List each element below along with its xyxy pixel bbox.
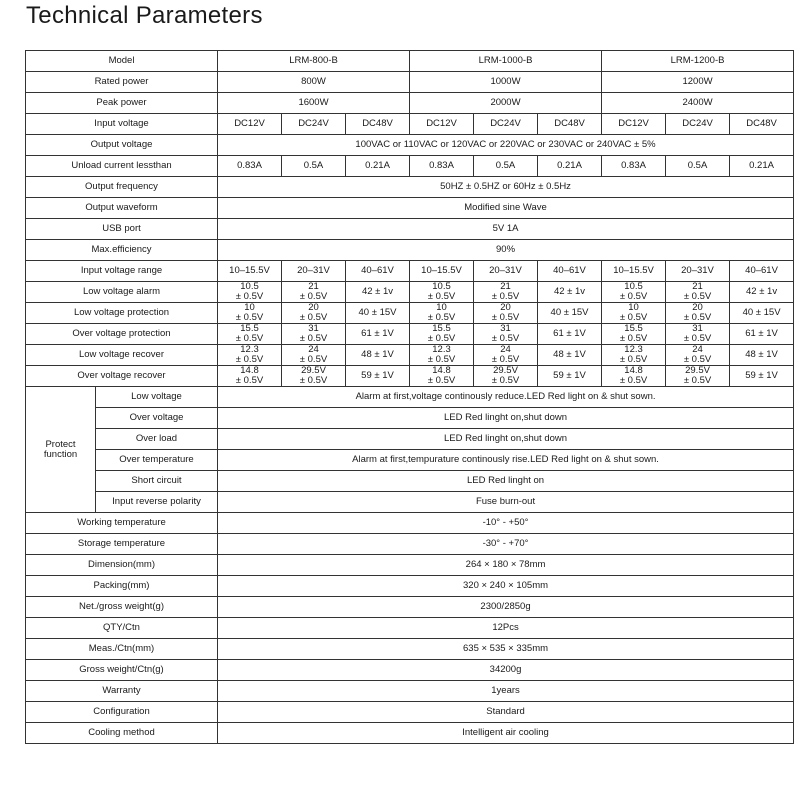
rated-power-row	[26, 72, 794, 93]
row-label: USB port	[26, 219, 218, 240]
technical-parameters-table	[25, 50, 794, 744]
general-row	[26, 639, 794, 660]
table-cell: 40–61V	[730, 261, 794, 282]
output-frequency-row	[26, 177, 794, 198]
table-cell: DC48V	[730, 114, 794, 135]
table-cell: -30° - +70°	[218, 534, 794, 555]
model-name: LRM-1000-B	[410, 51, 602, 72]
output-waveform-row	[26, 198, 794, 219]
table-cell: 59 ± 1V	[538, 366, 602, 387]
table-cell	[474, 366, 538, 387]
table-cell: DC24V	[282, 114, 346, 135]
cell-line: 12.3	[432, 344, 451, 355]
table-cell: DC48V	[346, 114, 410, 135]
cell-line: ± 0.5V	[619, 375, 648, 386]
table-cell	[474, 282, 538, 303]
row-label: Warranty	[26, 681, 218, 702]
cell-line: ± 0.5V	[619, 333, 648, 344]
row-label: Low voltage recover	[26, 345, 218, 366]
table-cell: 10–15.5V	[602, 261, 666, 282]
row-label: Output waveform	[26, 198, 218, 219]
table-cell: 0.21A	[538, 156, 602, 177]
table-cell	[410, 345, 474, 366]
cell-line: ± 0.5V	[619, 312, 648, 323]
table-cell: 59 ± 1V	[346, 366, 410, 387]
row-label: Net./gross weight(g)	[26, 597, 218, 618]
row-label: Over voltage protection	[26, 324, 218, 345]
protect-label-line: Protect	[45, 438, 76, 450]
table-cell	[602, 366, 666, 387]
table-cell: -10° - +50°	[218, 513, 794, 534]
general-row	[26, 660, 794, 681]
cell-line: 29.5V	[301, 365, 326, 376]
cell-line: ± 0.5V	[491, 312, 520, 323]
cell-line: ± 0.5V	[299, 333, 328, 344]
row-label: Low voltage protection	[26, 303, 218, 324]
cell-line: 14.8	[432, 365, 451, 376]
over-voltage-recover-row	[26, 366, 794, 387]
cell-line: ± 0.5V	[427, 354, 456, 365]
general-row	[26, 702, 794, 723]
table-cell: DC12V	[410, 114, 474, 135]
table-cell	[602, 324, 666, 345]
table-cell: 61 ± 1V	[730, 324, 794, 345]
output-voltage-row	[26, 135, 794, 156]
cell-line: 31	[692, 323, 703, 334]
cell-line: ± 0.5V	[683, 354, 712, 365]
max-efficiency-row	[26, 240, 794, 261]
protect-item-label: Over temperature	[96, 450, 218, 471]
table-cell: 1200W	[602, 72, 794, 93]
cell-line: ± 0.5V	[683, 333, 712, 344]
page-title: Technical Parameters	[26, 2, 263, 29]
table-cell	[410, 303, 474, 324]
cell-line: ± 0.5V	[427, 312, 456, 323]
row-label: Configuration	[26, 702, 218, 723]
row-label: Working temperature	[26, 513, 218, 534]
table-cell: 2400W	[602, 93, 794, 114]
input-voltage-row	[26, 114, 794, 135]
cell-line: ± 0.5V	[619, 291, 648, 302]
cell-line: ± 0.5V	[235, 333, 264, 344]
cell-line: 29.5V	[493, 365, 518, 376]
general-row	[26, 723, 794, 744]
unload-current-row	[26, 156, 794, 177]
table-cell: 20–31V	[282, 261, 346, 282]
protect-label-line: function	[43, 448, 78, 460]
table-cell: 20–31V	[666, 261, 730, 282]
table-cell: 10–15.5V	[410, 261, 474, 282]
table-cell: 61 ± 1V	[538, 324, 602, 345]
table-cell: 0.21A	[730, 156, 794, 177]
row-label: Rated power	[26, 72, 218, 93]
protect-item-value: LED Red linght on,shut down	[218, 429, 794, 450]
row-label: Packing(mm)	[26, 576, 218, 597]
table-cell: DC24V	[474, 114, 538, 135]
cell-line: ± 0.5V	[683, 375, 712, 386]
general-row	[26, 681, 794, 702]
protect-item-value: LED Red linght on	[218, 471, 794, 492]
table-cell	[218, 303, 282, 324]
table-cell: 1years	[218, 681, 794, 702]
row-label: QTY/Ctn	[26, 618, 218, 639]
cell-line: ± 0.5V	[427, 375, 456, 386]
cell-line: ± 0.5V	[235, 354, 264, 365]
protect-row	[26, 387, 794, 408]
cell-line: 14.8	[624, 365, 643, 376]
cell-line: 20	[500, 302, 511, 313]
table-cell	[666, 324, 730, 345]
cell-line: 15.5	[240, 323, 259, 334]
table-cell	[602, 345, 666, 366]
cell-line: ± 0.5V	[235, 312, 264, 323]
table-cell: 264 × 180 × 78mm	[218, 555, 794, 576]
model-row	[26, 51, 794, 72]
cell-line: ± 0.5V	[235, 375, 264, 386]
protect-item-label: Over load	[96, 429, 218, 450]
peak-power-row	[26, 93, 794, 114]
cell-line: ± 0.5V	[491, 291, 520, 302]
table-cell	[282, 324, 346, 345]
protect-row	[26, 471, 794, 492]
cell-line: ± 0.5V	[491, 354, 520, 365]
cell-line: 29.5V	[685, 365, 710, 376]
table-cell	[410, 366, 474, 387]
table-cell: 635 × 535 × 335mm	[218, 639, 794, 660]
row-label: Input voltage	[26, 114, 218, 135]
row-label: Input voltage range	[26, 261, 218, 282]
table-cell: 0.21A	[346, 156, 410, 177]
table-cell: 1000W	[410, 72, 602, 93]
table-cell: 48 ± 1V	[730, 345, 794, 366]
cell-line: ± 0.5V	[299, 354, 328, 365]
general-row	[26, 555, 794, 576]
table-cell: 5V 1A	[218, 219, 794, 240]
row-label: Meas./Ctn(mm)	[26, 639, 218, 660]
table-cell	[474, 303, 538, 324]
low-voltage-alarm-row	[26, 282, 794, 303]
cell-line: 15.5	[432, 323, 451, 334]
table-cell: 48 ± 1V	[538, 345, 602, 366]
cell-line: 20	[308, 302, 319, 313]
table-cell	[282, 303, 346, 324]
table-body	[26, 51, 794, 744]
table-cell: 40–61V	[346, 261, 410, 282]
cell-line: 24	[500, 344, 511, 355]
table-cell: 0.5A	[474, 156, 538, 177]
table-cell: 48 ± 1V	[346, 345, 410, 366]
row-label: Model	[26, 51, 218, 72]
row-label: Cooling method	[26, 723, 218, 744]
protect-item-label: Input reverse polarity	[96, 492, 218, 513]
cell-line: 10	[244, 302, 255, 313]
table-cell	[282, 366, 346, 387]
protect-row	[26, 492, 794, 513]
row-label: Storage temperature	[26, 534, 218, 555]
general-row	[26, 597, 794, 618]
protect-item-value: Fuse burn-out	[218, 492, 794, 513]
low-voltage-protection-row	[26, 303, 794, 324]
cell-line: 14.8	[240, 365, 259, 376]
table-cell: 34200g	[218, 660, 794, 681]
general-row	[26, 513, 794, 534]
table-cell	[666, 282, 730, 303]
table-cell: 40 ± 15V	[730, 303, 794, 324]
row-label: Output frequency	[26, 177, 218, 198]
table-cell: 10–15.5V	[218, 261, 282, 282]
table-cell	[218, 282, 282, 303]
table-cell	[218, 345, 282, 366]
table-cell: 50HZ ± 0.5HZ or 60Hz ± 0.5Hz	[218, 177, 794, 198]
protect-item-value: LED Red linght on,shut down	[218, 408, 794, 429]
cell-line: 31	[500, 323, 511, 334]
table-cell: 61 ± 1V	[346, 324, 410, 345]
usb-port-row	[26, 219, 794, 240]
table-cell	[474, 345, 538, 366]
cell-line: 10.5	[432, 281, 451, 292]
table-cell: DC12V	[218, 114, 282, 135]
protect-item-label: Short circuit	[96, 471, 218, 492]
model-name: LRM-1200-B	[602, 51, 794, 72]
table-cell	[474, 324, 538, 345]
table-cell: 0.5A	[666, 156, 730, 177]
cell-line: 15.5	[624, 323, 643, 334]
protect-function-label	[26, 387, 96, 513]
table-cell: 59 ± 1V	[730, 366, 794, 387]
table-cell: 0.83A	[602, 156, 666, 177]
low-voltage-recover-row	[26, 345, 794, 366]
cell-line: ± 0.5V	[491, 333, 520, 344]
table-cell: 40 ± 15V	[346, 303, 410, 324]
cell-line: ± 0.5V	[619, 354, 648, 365]
cell-line: 24	[692, 344, 703, 355]
cell-line: 20	[692, 302, 703, 313]
cell-line: ± 0.5V	[427, 333, 456, 344]
table-cell	[282, 345, 346, 366]
table-cell	[666, 303, 730, 324]
protect-row	[26, 450, 794, 471]
table-cell	[282, 282, 346, 303]
table-cell	[218, 324, 282, 345]
row-label: Output voltage	[26, 135, 218, 156]
table-cell: 42 ± 1v	[730, 282, 794, 303]
table-cell: DC24V	[666, 114, 730, 135]
cell-line: ± 0.5V	[491, 375, 520, 386]
cell-line: 10.5	[240, 281, 259, 292]
table-cell: 320 × 240 × 105mm	[218, 576, 794, 597]
protect-item-label: Low voltage	[96, 387, 218, 408]
protect-item-label: Over voltage	[96, 408, 218, 429]
table-cell: 2000W	[410, 93, 602, 114]
cell-line: 24	[308, 344, 319, 355]
table-cell: 42 ± 1v	[538, 282, 602, 303]
cell-line: 10	[436, 302, 447, 313]
table-cell	[410, 282, 474, 303]
cell-line: 21	[308, 281, 319, 292]
cell-line: 12.3	[624, 344, 643, 355]
table-cell: 20–31V	[474, 261, 538, 282]
cell-line: 21	[500, 281, 511, 292]
cell-line: ± 0.5V	[427, 291, 456, 302]
cell-line: ± 0.5V	[299, 291, 328, 302]
table-cell: 90%	[218, 240, 794, 261]
table-cell: DC48V	[538, 114, 602, 135]
row-label: Unload current lessthan	[26, 156, 218, 177]
protect-item-value: Alarm at first,voltage continously reduce.LED Red light on & shut sown.	[218, 387, 794, 408]
protect-row	[26, 429, 794, 450]
table-cell: 2300/2850g	[218, 597, 794, 618]
general-row	[26, 618, 794, 639]
table-cell	[602, 303, 666, 324]
general-row	[26, 576, 794, 597]
row-label: Max.efficiency	[26, 240, 218, 261]
table-cell: 12Pcs	[218, 618, 794, 639]
row-label: Over voltage recover	[26, 366, 218, 387]
table-cell	[666, 366, 730, 387]
table-cell: Modified sine Wave	[218, 198, 794, 219]
cell-line: ± 0.5V	[683, 291, 712, 302]
row-label: Peak power	[26, 93, 218, 114]
table-cell: Standard	[218, 702, 794, 723]
table-cell	[218, 366, 282, 387]
row-label: Gross weight/Ctn(g)	[26, 660, 218, 681]
cell-line: 10	[628, 302, 639, 313]
cell-line: 10.5	[624, 281, 643, 292]
table-cell	[666, 345, 730, 366]
row-label: Low voltage alarm	[26, 282, 218, 303]
table-cell: 1600W	[218, 93, 410, 114]
cell-line: ± 0.5V	[683, 312, 712, 323]
table-cell: 0.83A	[410, 156, 474, 177]
model-name: LRM-800-B	[218, 51, 410, 72]
table-cell: 0.83A	[218, 156, 282, 177]
input-voltage-range-row	[26, 261, 794, 282]
cell-line: 12.3	[240, 344, 259, 355]
table-cell: 0.5A	[282, 156, 346, 177]
cell-line: 31	[308, 323, 319, 334]
table-cell	[602, 282, 666, 303]
cell-line: 21	[692, 281, 703, 292]
cell-line: ± 0.5V	[299, 312, 328, 323]
table-cell: 800W	[218, 72, 410, 93]
protect-item-value: Alarm at first,tempurature continously rise.LED Red light on & shut sown.	[218, 450, 794, 471]
table-cell: Intelligent air cooling	[218, 723, 794, 744]
cell-line: ± 0.5V	[299, 375, 328, 386]
table-cell: DC12V	[602, 114, 666, 135]
table-cell: 40–61V	[538, 261, 602, 282]
row-label: Dimension(mm)	[26, 555, 218, 576]
over-voltage-protection-row	[26, 324, 794, 345]
table-cell: 100VAC or 110VAC or 120VAC or 220VAC or 230VAC or 240VAC ± 5%	[218, 135, 794, 156]
table-cell: 40 ± 15V	[538, 303, 602, 324]
protect-row	[26, 408, 794, 429]
table-cell: 42 ± 1v	[346, 282, 410, 303]
cell-line: ± 0.5V	[235, 291, 264, 302]
table-cell	[410, 324, 474, 345]
general-row	[26, 534, 794, 555]
